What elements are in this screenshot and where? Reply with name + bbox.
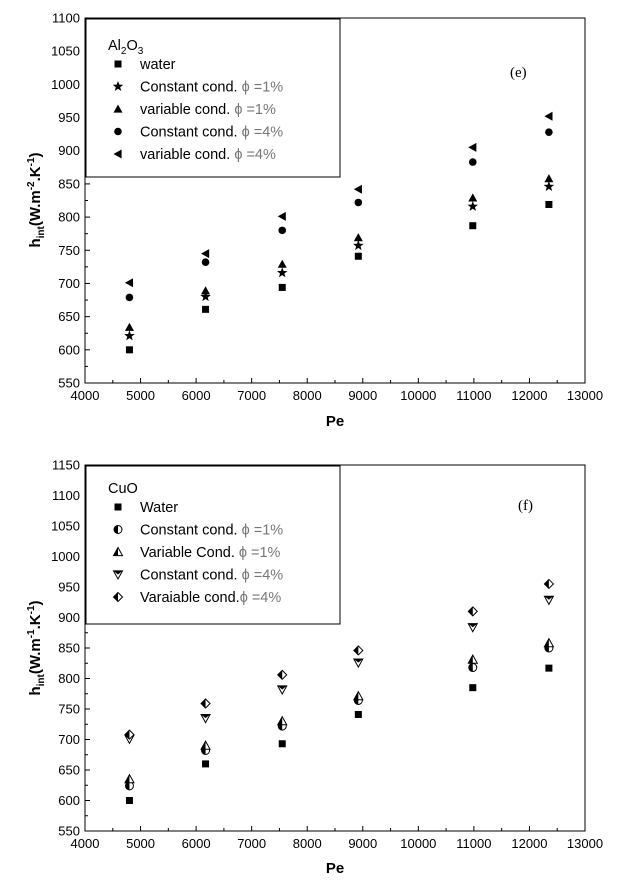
data-point-s2 (354, 233, 363, 241)
data-point-s4 (544, 579, 553, 588)
data-point-s1 (353, 240, 363, 250)
legend-label: variable cond. ϕ =4% (140, 147, 276, 163)
data-point-s1 (544, 181, 554, 191)
data-point-s0 (202, 760, 209, 767)
y-tick-label: 550 (58, 823, 80, 839)
legend-title: CuO (108, 481, 138, 497)
y-tick-label: 1150 (52, 457, 80, 473)
legend-label: Constant cond. ϕ =4% (140, 567, 284, 584)
data-point-s0 (279, 284, 286, 291)
data-point-s0 (545, 665, 552, 672)
x-tick-label: 6000 (181, 388, 211, 403)
legend-label: Constant cond. ϕ =1% (140, 522, 284, 539)
data-point-s0 (126, 797, 133, 804)
data-point-s0 (469, 222, 476, 229)
data-point-s1 (469, 664, 477, 672)
y-tick-label: 650 (58, 762, 80, 778)
y-tick-label: 700 (58, 275, 80, 291)
y-tick-label: 1000 (51, 549, 80, 564)
x-tick-label: 12000 (511, 836, 548, 851)
y-axis-label: $h_{int}(W.m^{-2}.K^{-1})$ (26, 152, 47, 248)
x-tick-label: 6000 (181, 836, 211, 851)
x-tick-label: 8000 (292, 388, 322, 403)
data-point-s1 (277, 267, 287, 277)
x-tick-label: 4000 (70, 836, 100, 851)
data-point-s4 (544, 112, 552, 121)
data-point-s2 (468, 655, 477, 663)
data-point-s2 (354, 692, 363, 700)
y-tick-label: 1050 (51, 518, 80, 534)
x-tick-label: 7000 (237, 388, 267, 403)
y-tick-label: 1100 (52, 488, 80, 503)
data-point-s4 (125, 278, 133, 287)
data-point-s2 (278, 717, 287, 725)
data-point-s4 (278, 212, 286, 221)
data-point-s3 (469, 158, 477, 166)
y-tick-label: 950 (58, 579, 80, 595)
data-point-s4 (468, 607, 477, 616)
legend-title: $Al_2O_3$ (108, 38, 144, 57)
data-point-s3 (278, 227, 286, 235)
x-tick-label: 11000 (456, 388, 492, 403)
chart-panel-f (26, 458, 603, 878)
data-point-s3 (468, 624, 477, 632)
data-point-s3 (355, 199, 363, 207)
data-point-s3 (544, 596, 553, 604)
legend-marker (114, 526, 122, 534)
data-point-s0 (545, 201, 552, 208)
y-tick-label: 1000 (51, 76, 80, 92)
data-point-s0 (126, 346, 133, 353)
data-point-s2 (278, 260, 287, 268)
data-point-s4 (468, 143, 476, 152)
x-tick-label: 9000 (348, 836, 378, 851)
data-point-s4 (354, 646, 363, 655)
legend-marker (114, 128, 122, 136)
x-tick-label: 11000 (456, 836, 492, 851)
y-tick-label: 1050 (51, 43, 80, 59)
data-point-s3 (201, 715, 210, 723)
data-point-s3 (126, 294, 134, 302)
data-point-s0 (355, 711, 362, 718)
legend-label: Constant cond. ϕ =4% (140, 124, 284, 141)
y-tick-label: 750 (58, 701, 80, 717)
data-point-s3 (202, 258, 210, 266)
data-point-s4 (201, 699, 210, 708)
x-tick-label: 4000 (70, 388, 100, 403)
legend-label: Varaiable cond.ϕ =4% (140, 590, 282, 606)
data-point-s3 (545, 128, 553, 136)
x-tick-label: 9000 (348, 388, 378, 403)
data-point-s0 (279, 740, 286, 747)
y-tick-label: 600 (58, 342, 80, 358)
chart-panel-e (26, 11, 603, 431)
y-tick-label: 900 (58, 143, 80, 159)
legend-label: Variable Cond. ϕ =1% (140, 545, 281, 561)
data-point-s2 (468, 193, 477, 201)
data-point-s0 (469, 684, 476, 691)
data-point-s2 (125, 775, 134, 783)
data-point-s3 (278, 686, 287, 694)
data-point-s0 (202, 306, 209, 313)
legend-label: Water (140, 500, 179, 516)
x-tick-label: 12000 (511, 388, 548, 403)
data-point-s4 (354, 185, 362, 194)
y-tick-label: 850 (58, 640, 80, 656)
x-tick-label: 13000 (566, 388, 604, 403)
legend-label: Constant cond. ϕ =1% (140, 79, 284, 96)
legend-label: variable cond. ϕ =1% (140, 102, 276, 118)
x-tick-label: 13000 (566, 836, 604, 851)
x-tick-label: 5000 (126, 388, 156, 403)
data-point-s2 (544, 639, 553, 647)
data-point-s4 (278, 670, 287, 679)
y-tick-label: 850 (58, 176, 80, 192)
legend-label: water (140, 57, 176, 73)
y-tick-label: 900 (58, 610, 80, 625)
data-point-s2 (201, 741, 210, 749)
data-point-s1 (124, 330, 134, 340)
x-tick-label: 8000 (292, 836, 322, 851)
data-point-s2 (201, 286, 210, 294)
x-tick-label: 5000 (126, 836, 156, 851)
y-tick-label: 1100 (52, 10, 80, 26)
x-tick-label: 7000 (237, 836, 267, 851)
data-point-s2 (544, 174, 553, 182)
y-tick-label: 800 (58, 209, 80, 225)
data-point-s0 (355, 253, 362, 260)
y-tick-label: 650 (58, 309, 80, 325)
data-point-s3 (354, 659, 363, 667)
legend-marker (115, 61, 122, 68)
y-tick-label: 600 (58, 793, 80, 808)
panel-label: (f) (518, 498, 533, 514)
x-axis-label: Pe (325, 860, 345, 877)
y-tick-label: 800 (58, 671, 80, 686)
y-tick-label: 950 (58, 110, 80, 126)
panel-label: (e) (510, 65, 527, 81)
data-point-s4 (201, 249, 209, 258)
x-tick-label: 10000 (400, 388, 437, 403)
y-tick-label: 700 (58, 732, 80, 747)
x-tick-label: 10000 (400, 836, 437, 851)
y-axis-label: $h_{int}(W.m^{-1}.K^{-1})$ (26, 600, 47, 696)
legend-marker (115, 504, 122, 511)
data-point-s1 (468, 201, 478, 211)
y-tick-label: 550 (58, 375, 80, 391)
y-tick-label: 750 (58, 242, 80, 258)
x-axis-label: Pe (325, 413, 345, 430)
data-point-s2 (125, 323, 134, 331)
